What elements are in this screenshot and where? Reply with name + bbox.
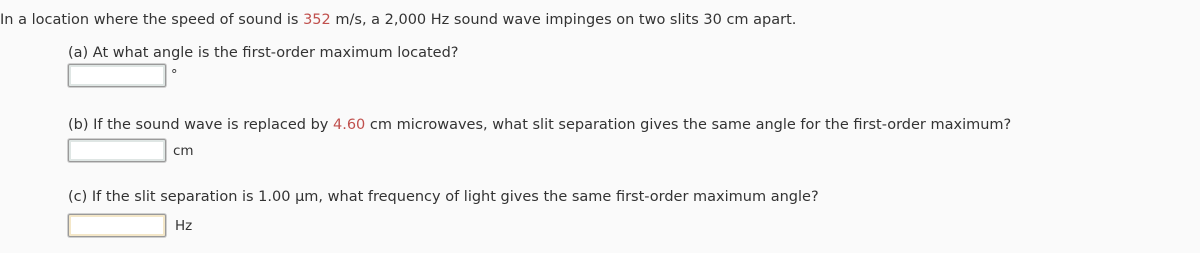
part-c-answer-input[interactable] <box>68 214 166 237</box>
intro-text-2: m/s, a 2,000 Hz sound wave impinges on two slits 30 cm apart. <box>330 12 797 28</box>
hz-unit: Hz <box>175 218 193 234</box>
cm-unit: cm <box>173 143 194 159</box>
degree-unit: ° <box>171 68 178 83</box>
wavelength-value: 4.60 <box>332 117 366 133</box>
part-b-question <box>68 116 1011 134</box>
part-c-question: (c) If the slit separation is 1.00 μm, what frequency of light gives the same first-order maximum angle? <box>68 189 819 205</box>
part-b-answer-input[interactable] <box>68 139 166 162</box>
part-a-question: (a) At what angle is the first-order maximum located? <box>68 45 459 61</box>
part-a-answer-input[interactable] <box>68 64 166 87</box>
speed-value: 352 <box>303 12 331 28</box>
part-b-text-1: (b) If the sound wave is replaced by <box>68 117 333 133</box>
problem-statement <box>0 11 796 29</box>
part-b-text-2: cm microwaves, what slit separation gives the same angle for the first-order maximum? <box>365 117 1012 133</box>
intro-text-1: In a location where the speed of sound is <box>0 12 304 28</box>
